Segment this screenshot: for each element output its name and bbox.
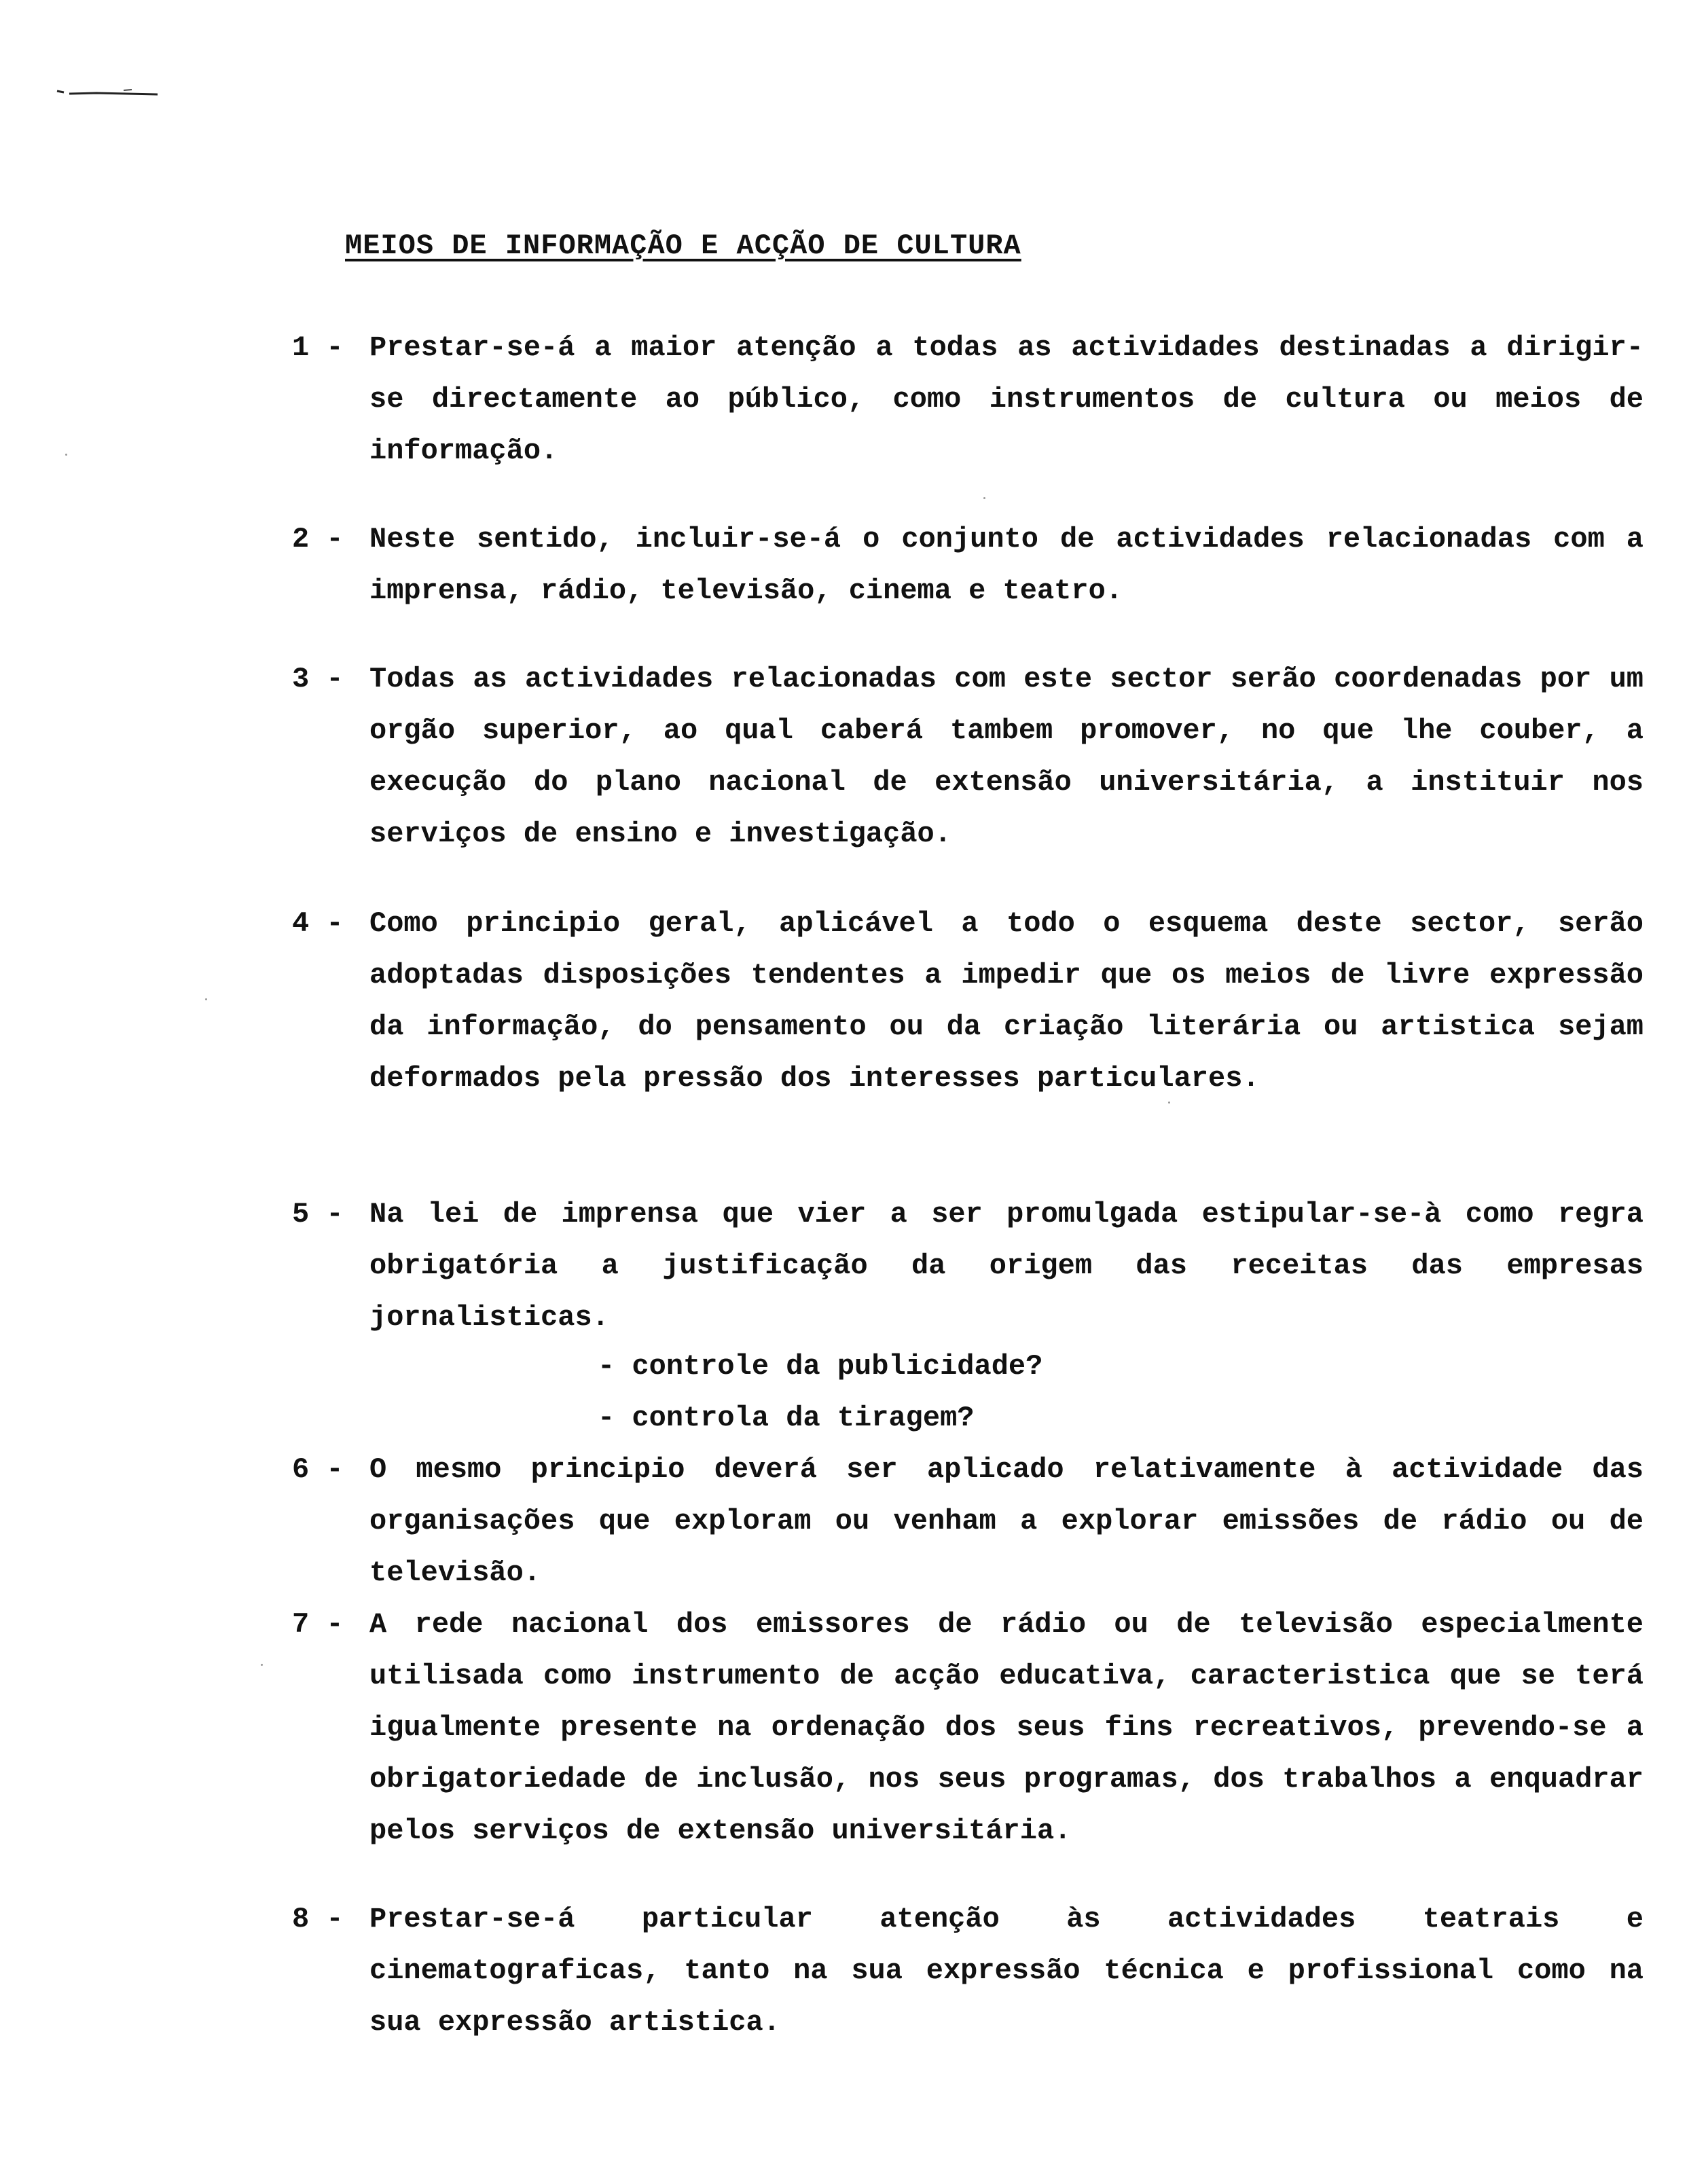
item-text: Como principio geral, aplicável a todo o esquema deste sector, serão adoptadas disposições tendentes a impedir que os meios de livre expressão da informação, do pensamento ou da criação literária ou artistica sejam deformados pela pressão dos interesses particulares. [369,907,1644,1095]
item-text: Prestar-se-á particular atenção às actividades teatrais e cinematograficas, tanto na sua expressão técnica e profissional como na sua expressão artistica. [369,1903,1644,2039]
list-item [292,1188,1644,1343]
scan-speck [205,998,207,1000]
item-number: 5 - [292,1198,344,1231]
scan-speck [1168,1102,1170,1104]
list-item [292,322,1644,477]
item-5-subline: - controle da publicidade? [598,1350,1043,1383]
item-number: 8 - [292,1903,344,1935]
item-text: Na lei de imprensa que vier a ser promulgada estipular-se-à como regra obrigatória a justificação da origem das receitas das empresas jornalisticas. [369,1198,1644,1334]
document-title: MEIOS DE INFORMAÇÃO E ACÇÃO DE CULTURA [345,230,1021,262]
item-text: Neste sentido, incluir-se-á o conjunto de actividades relacionadas com a imprensa, rádio, televisão, cinema e teatro. [369,523,1644,607]
list-item [292,1599,1644,1857]
item-text: Prestar-se-á a maior atenção a todas as actividades destinadas a dirigir-se directamente ao público, como instrumentos de cultura ou meios de informação. [369,331,1644,467]
pen-mark [56,88,158,98]
item-text: O mesmo principio deverá ser aplicado relativamente à actividade das organisações que exploram ou venham a explorar emissões de rádio ou de televisão. [369,1453,1644,1589]
list-item [292,898,1644,1104]
scan-speck [261,1664,263,1666]
list-item [292,1444,1644,1599]
item-text: Todas as actividades relacionadas com este sector serão coordenadas por um orgão superior, ao qual caberá tambem promover, no que lhe couber, a execução do plano nacional de extensão universitária, a instituir nos serviços de ensino e investigação. [369,663,1644,850]
item-number: 2 - [292,523,344,556]
item-number: 7 - [292,1608,344,1641]
list-item [292,653,1644,860]
item-number: 1 - [292,331,344,364]
item-number: 6 - [292,1453,344,1486]
item-text: A rede nacional dos emissores de rádio ou de televisão especialmente utilisada como instrumento de acção educativa, caracteristica que se terá igualmente presente na ordenação dos seus fins recreativos, prevendo-se a obrigatoriedade de inclusão, nos seus programas, dos trabalhos a enquadrar pelos serviços de extensão universitária. [369,1608,1644,1847]
list-item [292,1893,1644,2048]
list-item [292,513,1644,617]
scan-speck [983,497,985,499]
item-number: 4 - [292,907,344,940]
scan-speck [65,454,67,456]
item-number: 3 - [292,663,344,695]
item-5-subline: - controla da tiragem? [598,1402,975,1434]
